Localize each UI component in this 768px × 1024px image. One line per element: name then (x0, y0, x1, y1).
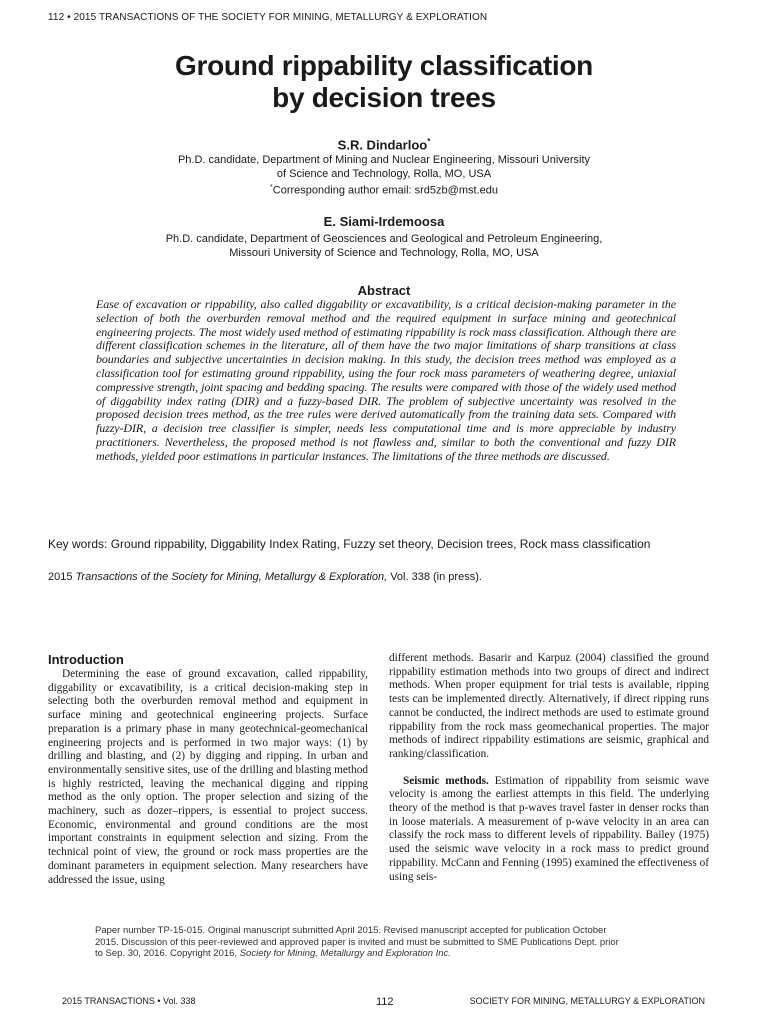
intro-paragraph: Determining the ease of ground excavation, called rippability, diggability or excavatibility, is a critical decision-making step in selecting both the overburden removal method and equipment in surface mining and geotechnical engineering projects. Surface preparation is a primary phase in many geotechnical-geomechanical engineering projects and is performed in two major ways: (1) by drilling and blasting, and (2) by digging and ripping. In urban and environmentally sensitive sites, use of the drilling and blasting method is highly restricted, leaving the mechanical digging and ripping method as the only option. The proper selection and sizing of the machinery, such as dozer–rippers, is essential to project success. Economic, environmental and ground conditions are the most important constraints in equipment selection and sizing. From the technical point of view, the ground or rock mass properties are the dominant parameters in equipment selection. Many researchers have addressed the issue, using (48, 668, 368, 886)
author-2-affiliation (0, 232, 768, 260)
author-1-name (0, 137, 768, 152)
citation-journal: Transactions of the Society for Mining, Metallurgy & Exploration, (75, 571, 388, 583)
author-1-name-text: S.R. Dindarloo (337, 137, 428, 153)
corresponding-email (0, 181, 768, 198)
citation-volume: Vol. 338 (in press). (387, 571, 482, 583)
seismic-methods-heading: Seismic methods. (403, 774, 489, 787)
abstract-text: Ease of excavation or rippability, also called diggability or excavatibility, is a critical decision-making parameter in the selection of both the overburden removal method and the required equipment in surface mining and geotechnical engineering projects. The most widely used method of estimating rippability is rock mass classification. Although there are different classification schemes in the literature, all of them have the two major limitations of sharp transitions at class boundaries and subjective uncertainties in decision making. In this study, the decision trees method was employed as a classification tool for estimating ground rippability, using the four rock mass parameters of weathering degree, uniaxial compressive strength, joint spacing and bedding spacing. The results were compared with those of the widely used method of diggability index rating (DIR) and a fuzzy-based DIR. The problem of subjective uncertainty was resolved in the proposed decision trees method, as the tree rules were derived automatically from the training data sets. Compared with fuzzy-DIR, a decision tree classifier is simpler, needs less computational time and is more appreciable by industry practitioners. Nevertheless, the proposed method is not flawless and, similar to both the conventional and fuzzy DIR methods, yielded poor estimations in particular instances. The limitations of the three methods are discussed. (96, 297, 676, 463)
footnote-line-2: 2015. Discussion of this peer-reviewed and approved paper is invited and must be submitted to SME Publications Dept. prior (95, 936, 619, 948)
footer-page-number: 112 (376, 996, 394, 1008)
author-2-affil-line-2: Missouri University of Science and Technology, Rolla, MO, USA (229, 247, 539, 259)
abstract-heading: Abstract (357, 283, 411, 298)
citation (48, 571, 482, 583)
author-1-affiliation (0, 153, 768, 198)
right-paragraph-1: different methods. Basarir and Karpuz (2004) classified the ground rippability estimation methods into two groups of direct and indirect methods. When proper equipment for trial tests is available, ripping tests can be implemented directly. Alternatively, if direct ripping runs cannot be conducted, the indirect methods are used to estimate ground rippability from the rock mass geomechanical properties. The major methods of indirect rippability estimations are seismic, graphical and ranking/classification. (389, 652, 709, 760)
paper-title (0, 50, 768, 114)
email-text: Corresponding author email: srd5zb@mst.edu (272, 184, 498, 197)
email-marker: * (270, 184, 273, 191)
footnote-line-1: Paper number TP-15-015. Original manuscript submitted April 2015. Revised manuscript accepted for publication October (95, 925, 607, 936)
footnote-line-3 (95, 948, 705, 960)
author-1-affil-line-2: of Science and Technology, Rolla, MO, USA (276, 168, 492, 180)
body-right-column (389, 652, 709, 884)
footer-journal-volume: 2015 TRANSACTIONS • Vol. 338 (62, 996, 196, 1006)
section-heading-introduction: Introduction (48, 652, 124, 667)
author-1-marker: * (427, 137, 431, 146)
author-2-affil-line-1: Ph.D. candidate, Department of Geosciences and Geological and Petroleum Engineering, (165, 233, 603, 245)
footnote (95, 925, 705, 960)
keywords: Key words: Ground rippability, Diggability Index Rating, Fuzzy set theory, Decision trees, Rock mass classification (48, 537, 651, 551)
body-left-column (48, 652, 368, 887)
footnote-line-3-text: to Sep. 30, 2016. Copyright 2016, (95, 948, 240, 959)
title-line-2: by decision trees (272, 82, 496, 113)
running-head: 112 • 2015 TRANSACTIONS OF THE SOCIETY FOR MINING, METALLURGY & EXPLORATION (48, 12, 488, 23)
citation-year: 2015 (48, 571, 76, 583)
footnote-copyright-holder: Society for Mining, Metallurgy and Exploration Inc. (239, 948, 451, 959)
seismic-paragraph (389, 775, 709, 885)
author-2-name: E. Siami-Irdemoosa (323, 214, 445, 229)
author-1-affil-line-1: Ph.D. candidate, Department of Mining and Nuclear Engineering, Missouri University (177, 154, 591, 166)
seismic-paragraph-text: Estimation of rippability from seismic wave velocity is among the earliest attempts in this field. The underlying theory of the method is that p-waves travel faster in denser rocks than in loose materials. A measurement of p-wave velocity in an area can classify the rock mass to different levels of rippability. Bailey (1975) used the seismic wave velocity in a rock mass to predict ground rippability. McCann and Fenning (1995) examined the effectiveness of using seis- (389, 774, 709, 883)
footer-society: SOCIETY FOR MINING, METALLURGY & EXPLORATION (469, 996, 705, 1006)
title-line-1: Ground rippability classification (175, 50, 593, 81)
